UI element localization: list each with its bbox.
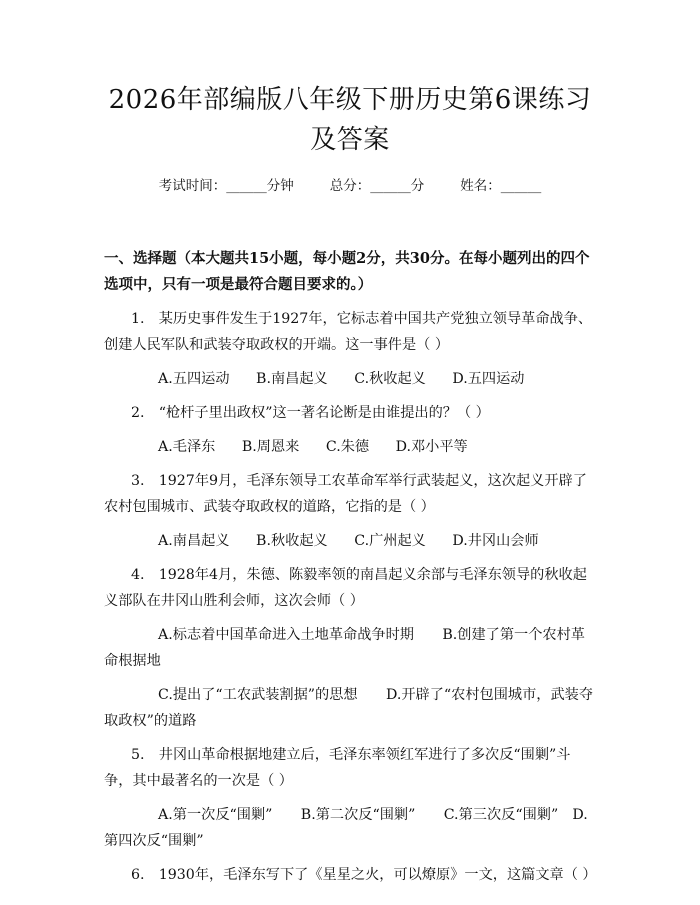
question-stem: 2. “枪杆子里出政权”这一著名论断是由谁提出的？（ ） xyxy=(131,405,490,421)
option: B.周恩来 xyxy=(241,439,300,455)
option: C.秋收起义 xyxy=(354,371,426,387)
question-options: A.标志着中国革命进入土地革命战争时期 B.创建了第一个农村革命根据地 xyxy=(104,627,585,669)
option: A.南昌起义 xyxy=(158,533,230,549)
option: D.邓小平等 xyxy=(395,439,468,455)
question-options xyxy=(104,528,596,554)
option: A.五四运动 xyxy=(158,371,230,387)
section-heading: 一、选择题（本大题共15小题，每小题2分，共30分。在每小题列出的四个选项中，只有一项是最符合题目要求的。） xyxy=(104,250,590,293)
question-options xyxy=(104,434,596,460)
option: B.秋收起义 xyxy=(256,533,328,549)
question-options xyxy=(104,366,596,392)
option: D.五四运动 xyxy=(452,371,525,387)
exam-meta xyxy=(104,176,596,196)
question-stem: 5. 井冈山革命根据地建立后，毛泽东率领红军进行了多次反“围剿”斗争，其中最著名的一次是（ ） xyxy=(104,747,571,789)
option: D.井冈山会师 xyxy=(452,533,539,549)
question-stem: 6. 1930年，毛泽东写下了《星星之火，可以燎原》一文，这篇文章（ ） xyxy=(131,867,597,883)
exam-time: 考试时间：______分钟 xyxy=(158,178,294,194)
option: C.朱德 xyxy=(325,439,370,455)
document-title: 2026年部编版八年级下册历史第6课练习及答案 xyxy=(108,85,592,155)
question-options: C.提出了“工农武装割据”的思想 D.开辟了“农村包围城市，武装夺取政权”的道路 xyxy=(104,687,594,729)
question-stem: 4. 1928年4月，朱德、陈毅率领的南昌起义余部与毛泽东领导的秋收起义部队在井冈山胜利会师，这次会师（ ） xyxy=(104,567,587,609)
question-options: A.第一次反“围剿” B.第二次反“围剿” C.第三次反“围剿” D.第四次反“围剿” xyxy=(104,807,588,849)
option: A.毛泽东 xyxy=(158,439,216,455)
question-stem: 3. 1927年9月，毛泽东领导工农革命军举行武装起义，这次起义开辟了农村包围城市、武装夺取政权的道路，它指的是（ ） xyxy=(104,473,587,515)
option: C.广州起义 xyxy=(354,533,426,549)
option: B.南昌起义 xyxy=(256,371,328,387)
exam-score: 总分：______分 xyxy=(329,178,425,194)
student-name: 姓名：______ xyxy=(460,178,542,194)
question-stem: 1. 某历史事件发生于1927年，它标志着中国共产党独立领导革命战争、创建人民军队和武装夺取政权的开端。这一事件是（ ） xyxy=(104,311,593,353)
